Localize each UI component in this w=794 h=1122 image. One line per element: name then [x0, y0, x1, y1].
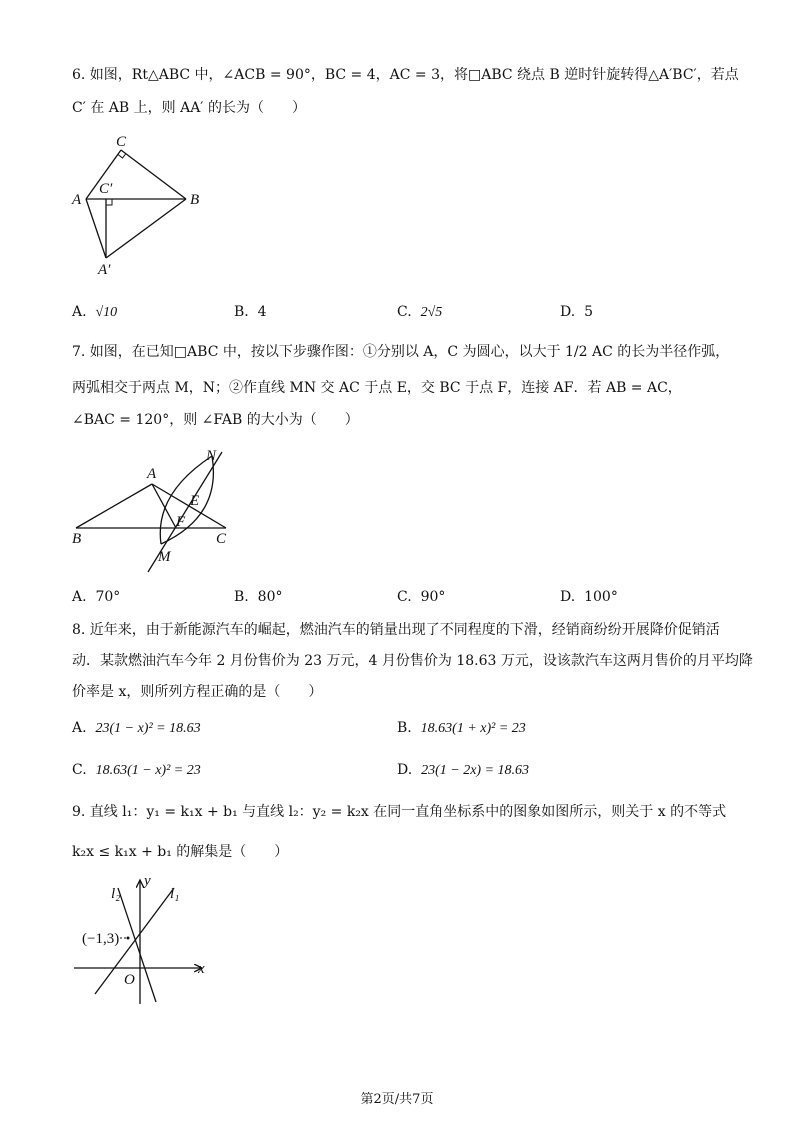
q9-label-x: x	[198, 961, 205, 977]
q8-option-b-letter: B.	[397, 720, 412, 736]
q6-figure	[66, 130, 216, 280]
q6-option-a-letter: A.	[72, 304, 87, 320]
q6-option-c	[397, 302, 442, 323]
q6-option-a	[72, 302, 117, 323]
q8-option-a-text: 23(1 − x)² = 18.63	[95, 721, 201, 736]
q6-option-a-text: √10	[95, 305, 118, 320]
q7-option-c-text: 90°	[420, 589, 446, 605]
q6-label-b: B	[190, 192, 200, 208]
q9-label-l2: l₂	[111, 886, 121, 902]
q7-label-b: B	[72, 531, 82, 547]
q6-label-aprime: A′	[98, 262, 111, 278]
page-footer: 第2页/共7页	[360, 1092, 434, 1107]
q6-option-b	[234, 302, 267, 322]
q6-option-d-letter: D.	[560, 304, 576, 320]
q8-text-line2: 动．某款燃油汽车今年 2 月份售价为 23 万元，4 月份售价为 18.63 万元，设该款汽车这两月售价的月平均降	[72, 653, 753, 669]
q8-option-b	[397, 718, 526, 739]
q6-label-a: A	[72, 192, 82, 208]
q8-option-d-letter: D.	[397, 762, 413, 778]
q9-text-line1: 9. 直线 l₁：y₁ = k₁x + b₁ 与直线 l₂：y₂ = k₂x 在同一直角坐标系中的图象如图所示，则关于 x 的不等式	[72, 804, 727, 820]
q9-label-l1: l₁	[170, 886, 180, 902]
q7-text-line1: 7. 如图，在已知□ABC 中，按以下步骤作图：①分别以 A，C 为圆心，以大于 1/2 AC 的长为半径作弧，	[72, 344, 730, 360]
q7-option-b-text: 80°	[257, 589, 283, 605]
q7-text-line3: ∠BAC = 120°，则 ∠FAB 的大小为（ ）	[72, 412, 359, 428]
q7-option-d-text: 100°	[584, 589, 618, 605]
q7-option-a-text: 70°	[95, 589, 121, 605]
q7-label-e: E	[190, 493, 200, 509]
q6-segment-aprime-b	[106, 199, 186, 258]
q7-option-a	[72, 587, 120, 607]
q8-option-a	[72, 718, 201, 739]
q9-figure	[66, 872, 226, 1008]
q7-option-c	[397, 587, 445, 607]
q8-option-b-text: 18.63(1 + x)² = 23	[420, 721, 526, 736]
q6-right-angle-cprime	[106, 199, 112, 205]
q8-option-a-letter: A.	[72, 720, 87, 736]
q7-label-m: M	[158, 549, 171, 565]
q7-text-line2: 两弧相交于两点 M，N；②作直线 MN 交 AC 于点 E，交 BC 于点 F，连接 AF．若 AB = AC，	[72, 380, 682, 396]
q9-label-o: O	[124, 972, 135, 988]
q8-text-line1: 8. 近年来，由于新能源汽车的崛起，燃油汽车的销量出现了不同程度的下滑，经销商纷纷开展降价促销活	[72, 622, 720, 638]
q8-text-line3: 价率是 x，则所列方程正确的是（ ）	[72, 684, 323, 700]
q8-option-d-text: 23(1 − 2x) = 18.63	[421, 763, 530, 778]
q7-option-a-letter: A.	[72, 589, 87, 605]
q6-label-c: C	[116, 134, 127, 150]
q9-text-line2: k₂x ≤ k₁x + b₁ 的解集是（ ）	[72, 844, 289, 860]
q7-label-a: A	[147, 466, 157, 482]
q7-label-f: F	[176, 514, 186, 530]
q6-segment-aaprime	[86, 199, 106, 258]
q7-label-n: N	[206, 448, 217, 464]
q7-figure	[66, 444, 246, 578]
q8-option-c	[72, 760, 201, 781]
q6-text-line2: C′ 在 AB 上，则 AA′ 的长为（ ）	[72, 100, 306, 116]
q7-segment-ab	[76, 484, 152, 528]
q6-option-d-text: 5	[584, 304, 594, 320]
q8-option-c-text: 18.63(1 − x)² = 23	[95, 763, 201, 778]
q6-segment-cb	[121, 150, 186, 199]
q7-option-c-letter: C.	[397, 589, 412, 605]
q6-right-angle-c	[118, 154, 126, 159]
q7-arc-left	[160, 456, 212, 544]
q7-option-d	[560, 587, 618, 607]
q6-option-c-text: 2√5	[420, 305, 443, 320]
q8-option-c-letter: C.	[72, 762, 87, 778]
q9-label-y: y	[144, 873, 151, 889]
q6-option-c-letter: C.	[397, 304, 412, 320]
q6-option-d	[560, 302, 593, 322]
q9-label-point: (−1,3)	[82, 931, 120, 947]
q7-option-b	[234, 587, 282, 607]
q6-label-cprime: C′	[99, 181, 113, 197]
q6-option-b-letter: B.	[234, 304, 249, 320]
q8-option-d	[397, 760, 529, 781]
q7-label-c: C	[216, 531, 227, 547]
q7-option-d-letter: D.	[560, 589, 576, 605]
q6-option-b-text: 4	[257, 304, 267, 320]
q6-text-line1: 6. 如图，Rt△ABC 中，∠ACB = 90°，BC = 4，AC = 3，将□ABC 绕点 B 逆时针旋转得△A′BC′，若点	[72, 67, 739, 83]
q7-option-b-letter: B.	[234, 589, 249, 605]
q9-intersection-point	[127, 937, 130, 940]
